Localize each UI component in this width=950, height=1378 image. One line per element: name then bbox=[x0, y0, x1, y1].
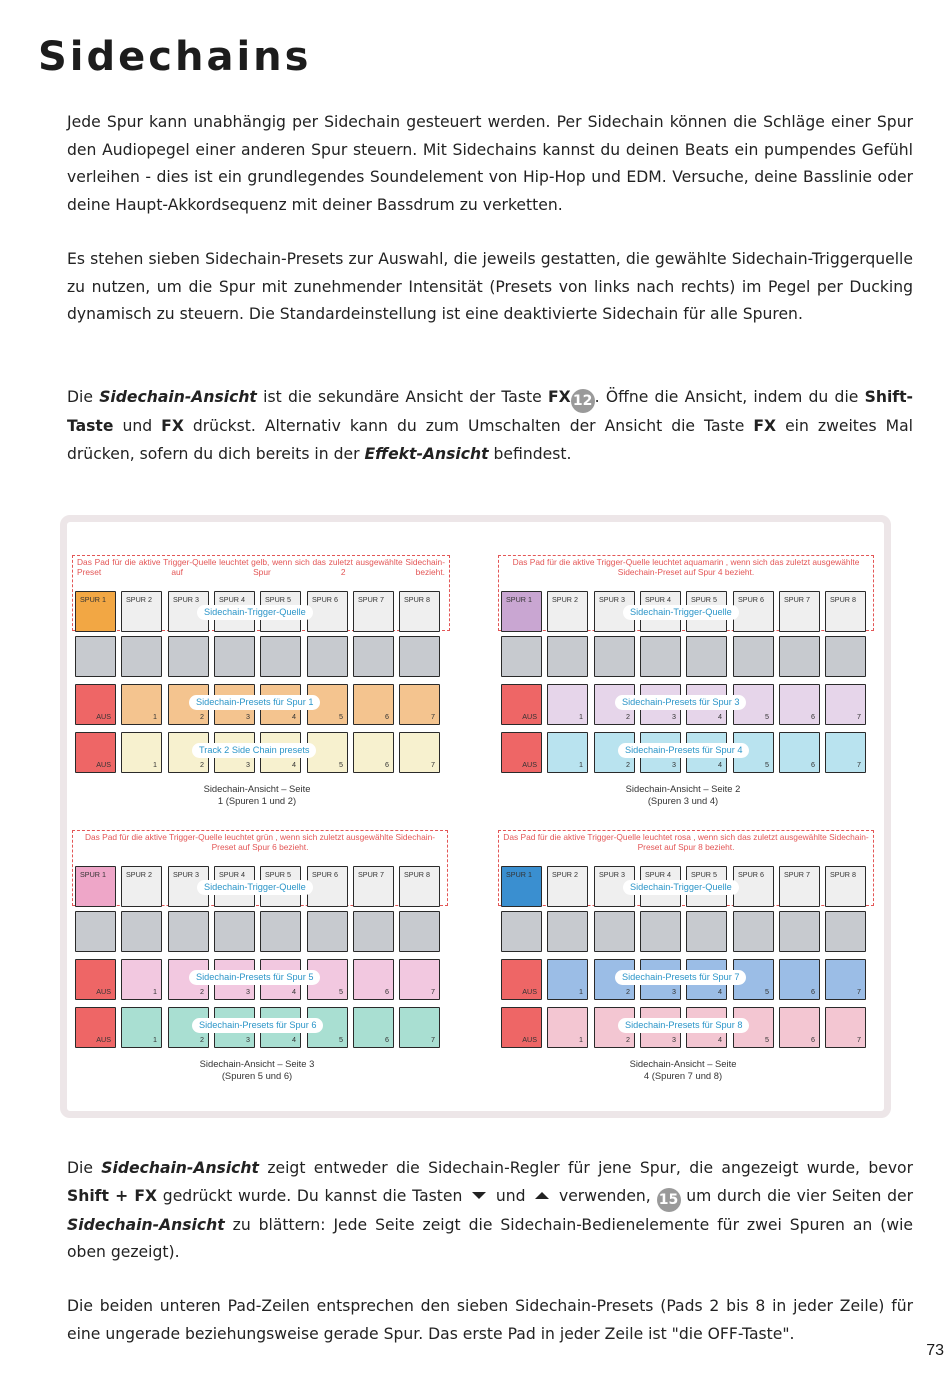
preset-number: 3 bbox=[246, 712, 250, 721]
off-label: AUS bbox=[522, 712, 537, 721]
track-pad-label: SPUR 1 bbox=[80, 870, 106, 879]
preset-number: 4 bbox=[292, 1035, 296, 1044]
preset-number: 1 bbox=[579, 712, 583, 721]
unlit-pad[interactable] bbox=[168, 911, 209, 952]
panel-caption bbox=[157, 1058, 357, 1081]
track-pad-label: SPUR 7 bbox=[358, 870, 384, 879]
track-pad-6[interactable] bbox=[307, 591, 348, 632]
trigger-source-label: Sidechain-Trigger-Quelle bbox=[197, 880, 313, 895]
preset-number: 1 bbox=[153, 1035, 157, 1044]
caption-line: (Spuren 5 und 6) bbox=[221, 1069, 293, 1081]
off-label: AUS bbox=[96, 1035, 111, 1044]
track-pad-label: SPUR 8 bbox=[830, 595, 856, 604]
preset-number: 7 bbox=[431, 1035, 435, 1044]
presets-paragraph: Es stehen sieben Sidechain-Presets zur Auswahl, die jeweils gestatten, die gewählte Sidechain-Triggerquelle zu nutzen, um die Spur mit zunehmender Intensität (Presets von links nach rechts) im Pegel per Ducking dynamisch zu steuern. Die Standardeinstellung ist eine deaktivierte Sidechain für alle Spuren. bbox=[67, 250, 913, 323]
preset-number: 7 bbox=[857, 712, 861, 721]
track-pad-label: SPUR 8 bbox=[830, 870, 856, 879]
off-label: AUS bbox=[96, 987, 111, 996]
preset-number: 2 bbox=[626, 760, 630, 769]
preset-number: 5 bbox=[765, 1035, 769, 1044]
unlit-pad[interactable] bbox=[260, 911, 301, 952]
preset-pad-1[interactable] bbox=[547, 684, 588, 725]
unlit-pad[interactable] bbox=[825, 636, 866, 677]
track-pad-label: SPUR 4 bbox=[219, 595, 245, 604]
unlit-pad[interactable] bbox=[75, 911, 116, 952]
unlit-pad[interactable] bbox=[779, 636, 820, 677]
preset-number: 4 bbox=[718, 712, 722, 721]
preset-number: 7 bbox=[857, 1035, 861, 1044]
preset-pad-7[interactable] bbox=[825, 1007, 866, 1048]
off-label: AUS bbox=[522, 760, 537, 769]
shift-fx-term: Shift + FX bbox=[67, 1186, 158, 1205]
preset-number: 3 bbox=[246, 1035, 250, 1044]
preset-pad-7[interactable] bbox=[399, 959, 440, 1000]
preset-row-label: Track 2 Side Chain presets bbox=[192, 743, 316, 758]
unlit-pad[interactable] bbox=[501, 636, 542, 677]
unlit-pad[interactable] bbox=[686, 911, 727, 952]
preset-pad-1[interactable] bbox=[547, 959, 588, 1000]
preset-pad-1[interactable] bbox=[121, 684, 162, 725]
preset-number: 3 bbox=[672, 712, 676, 721]
preset-number: 1 bbox=[153, 712, 157, 721]
preset-number: 4 bbox=[292, 760, 296, 769]
track-pad-label: SPUR 5 bbox=[691, 595, 717, 604]
track-pad-label: SPUR 6 bbox=[312, 870, 338, 879]
track-pad-2[interactable] bbox=[121, 591, 162, 632]
track-pad-label: SPUR 5 bbox=[265, 870, 291, 879]
preset-row-label: Sidechain-Presets für Spur 5 bbox=[189, 970, 320, 985]
off-label: AUS bbox=[96, 712, 111, 721]
sidechain-view-term: Sidechain-Ansicht bbox=[99, 388, 257, 406]
preset-number: 1 bbox=[579, 760, 583, 769]
preset-pad-6[interactable] bbox=[779, 959, 820, 1000]
track-pad-label: SPUR 4 bbox=[219, 870, 245, 879]
page-title: Sidechains bbox=[38, 34, 312, 80]
trigger-source-label: Sidechain-Trigger-Quelle bbox=[623, 880, 739, 895]
caption-line: 4 (Spuren 7 und 8) bbox=[643, 1069, 723, 1081]
trigger-annotation-text: Das Pad für die aktive Trigger-Quelle leuchtet rosa , wenn sich das zuletzt ausgewählte Sidechain-Preset auf Spur 8 bezieht. bbox=[503, 832, 869, 852]
track-pad-8[interactable] bbox=[825, 866, 866, 907]
unlit-pad[interactable] bbox=[825, 911, 866, 952]
track-pad-8[interactable] bbox=[399, 866, 440, 907]
preset-number: 6 bbox=[811, 987, 815, 996]
preset-number: 2 bbox=[626, 712, 630, 721]
preset-number: 2 bbox=[200, 1035, 204, 1044]
unlit-pad[interactable] bbox=[594, 911, 635, 952]
caption-line: Sidechain-Ansicht – Seite 2 bbox=[625, 783, 741, 794]
off-pad[interactable] bbox=[501, 684, 542, 725]
track-pad-6[interactable] bbox=[733, 866, 774, 907]
trigger-annotation-text: Das Pad für die aktive Trigger-Quelle leuchtet gelb, wenn sich das zuletzt ausgewählte Sidechain-Preset auf Spur 2 bezieht. bbox=[77, 557, 445, 577]
off-pad[interactable] bbox=[501, 732, 542, 773]
arrow-up-icon bbox=[535, 1192, 549, 1199]
track-pad-1[interactable] bbox=[501, 591, 542, 632]
track-pad-8[interactable] bbox=[825, 591, 866, 632]
preset-number: 6 bbox=[385, 1035, 389, 1044]
track-pad-6[interactable] bbox=[307, 866, 348, 907]
off-label: AUS bbox=[522, 987, 537, 996]
track-pad-label: SPUR 3 bbox=[599, 595, 625, 604]
preset-pad-7[interactable] bbox=[825, 684, 866, 725]
preset-pad-7[interactable] bbox=[399, 1007, 440, 1048]
preset-row-label: Sidechain-Presets für Spur 8 bbox=[618, 1018, 749, 1033]
preset-pad-6[interactable] bbox=[353, 1007, 394, 1048]
track-pad-label: SPUR 6 bbox=[738, 595, 764, 604]
track-pad-1[interactable] bbox=[75, 591, 116, 632]
unlit-pad[interactable] bbox=[214, 636, 255, 677]
track-pad-label: SPUR 3 bbox=[599, 870, 625, 879]
preset-number: 2 bbox=[200, 712, 204, 721]
preset-pad-7[interactable] bbox=[825, 959, 866, 1000]
track-pad-label: SPUR 4 bbox=[645, 595, 671, 604]
track-pad-label: SPUR 2 bbox=[552, 595, 578, 604]
preset-number: 5 bbox=[765, 987, 769, 996]
caption-line: Sidechain-Ansicht – Seite 3 bbox=[199, 1058, 315, 1069]
unlit-pad[interactable] bbox=[547, 636, 588, 677]
preset-number: 3 bbox=[672, 760, 676, 769]
off-label: AUS bbox=[522, 1035, 537, 1044]
unlit-pad[interactable] bbox=[733, 636, 774, 677]
preset-pad-1[interactable] bbox=[547, 1007, 588, 1048]
unlit-pad[interactable] bbox=[307, 911, 348, 952]
preset-number: 5 bbox=[765, 760, 769, 769]
track-pad-6[interactable] bbox=[733, 591, 774, 632]
preset-pad-6[interactable] bbox=[779, 1007, 820, 1048]
sidechain-view-figure bbox=[60, 515, 891, 1118]
unlit-pad[interactable] bbox=[353, 911, 394, 952]
preset-number: 4 bbox=[292, 712, 296, 721]
view-access-paragraph: Die Sidechain-Ansicht ist die sekundäre Ansicht der Taste FX 12 . Öffne die Ansicht, indem du die Shift-Taste und FX drückst. Alternativ kann du zum Umschalten der Ansicht die Taste FX ein zweites Mal drücken, sofern du dich bereits in der Effekt-Ansicht befindest. bbox=[67, 388, 914, 463]
preset-row-label: Sidechain-Presets für Spur 3 bbox=[615, 695, 746, 710]
preset-number: 2 bbox=[200, 987, 204, 996]
preset-number: 5 bbox=[339, 760, 343, 769]
unlit-pad[interactable] bbox=[640, 636, 681, 677]
caption-line: (Spuren 3 und 4) bbox=[647, 794, 719, 806]
page-button-badge: 15 bbox=[657, 1188, 681, 1212]
track-pad-1[interactable] bbox=[501, 866, 542, 907]
off-pad[interactable] bbox=[75, 684, 116, 725]
track-pad-label: SPUR 5 bbox=[691, 870, 717, 879]
pad-rows-paragraph: Die beiden unteren Pad-Zeilen entsprechen den sieben Sidechain-Presets (Pads 2 bis 8 in jeder Zeile) für eine ungerade beziehungsweise gerade Spur. Das erste Pad in jeder Zeile ist "die OFF-Taste". bbox=[67, 1297, 913, 1343]
preset-row-label: Sidechain-Presets für Spur 7 bbox=[615, 970, 746, 985]
pad-grid-panel-3 bbox=[75, 830, 447, 1086]
preset-number: 4 bbox=[292, 987, 296, 996]
preset-number: 3 bbox=[246, 760, 250, 769]
preset-pad-1[interactable] bbox=[121, 1007, 162, 1048]
unlit-pad[interactable] bbox=[307, 636, 348, 677]
caption-line: Sidechain-Ansicht – Seite bbox=[629, 1058, 737, 1069]
track-pad-label: SPUR 7 bbox=[358, 595, 384, 604]
trigger-source-label: Sidechain-Trigger-Quelle bbox=[623, 605, 739, 620]
preset-number: 3 bbox=[672, 1035, 676, 1044]
unlit-pad[interactable] bbox=[547, 911, 588, 952]
preset-number: 4 bbox=[718, 1035, 722, 1044]
preset-number: 2 bbox=[626, 1035, 630, 1044]
preset-number: 6 bbox=[385, 712, 389, 721]
unlit-pad[interactable] bbox=[75, 636, 116, 677]
unlit-pad[interactable] bbox=[399, 636, 440, 677]
track-pad-2[interactable] bbox=[547, 591, 588, 632]
unlit-pad[interactable] bbox=[733, 911, 774, 952]
preset-number: 2 bbox=[200, 760, 204, 769]
track-pad-7[interactable] bbox=[779, 866, 820, 907]
trigger-annotation-text: Das Pad für die aktive Trigger-Quelle leuchtet grün , wenn sich zuletzt ausgewählte Sidechain-Preset auf Spur 6 bezieht. bbox=[84, 832, 436, 852]
off-pad[interactable] bbox=[501, 1007, 542, 1048]
pad-grid-panel-4 bbox=[501, 830, 873, 1086]
preset-row-label: Sidechain-Presets für Spur 4 bbox=[618, 743, 749, 758]
preset-pad-7[interactable] bbox=[399, 732, 440, 773]
trigger-annotation-text: Das Pad für die aktive Trigger-Quelle leuchtet aquamarin , wenn sich das zuletzt ausgewählte Sidechain-Preset auf Spur 4 bezieht. bbox=[512, 557, 860, 577]
preset-number: 2 bbox=[626, 987, 630, 996]
unlit-pad[interactable] bbox=[168, 636, 209, 677]
arrow-down-icon bbox=[472, 1192, 486, 1199]
preset-pad-7[interactable] bbox=[825, 732, 866, 773]
preset-number: 5 bbox=[765, 712, 769, 721]
unlit-pad[interactable] bbox=[121, 911, 162, 952]
caption-line: Sidechain-Ansicht – Seite bbox=[203, 783, 311, 794]
pad-grid-panel-2 bbox=[501, 555, 873, 811]
preset-number: 7 bbox=[431, 760, 435, 769]
track-pad-label: SPUR 1 bbox=[506, 595, 532, 604]
preset-pad-6[interactable] bbox=[779, 684, 820, 725]
track-pad-label: SPUR 1 bbox=[80, 595, 106, 604]
track-pad-8[interactable] bbox=[399, 591, 440, 632]
track-pad-2[interactable] bbox=[121, 866, 162, 907]
preset-row-label: Sidechain-Presets für Spur 1 bbox=[189, 695, 320, 710]
preset-pad-6[interactable] bbox=[353, 732, 394, 773]
preset-pad-6[interactable] bbox=[353, 959, 394, 1000]
track-pad-label: SPUR 7 bbox=[784, 870, 810, 879]
panel-caption bbox=[583, 1058, 783, 1081]
preset-number: 1 bbox=[579, 987, 583, 996]
track-pad-7[interactable] bbox=[353, 866, 394, 907]
unlit-pad[interactable] bbox=[121, 636, 162, 677]
unlit-pad[interactable] bbox=[640, 911, 681, 952]
panel-caption bbox=[583, 783, 783, 806]
preset-pad-7[interactable] bbox=[399, 684, 440, 725]
off-pad[interactable] bbox=[501, 959, 542, 1000]
track-pad-label: SPUR 8 bbox=[404, 870, 430, 879]
view-navigation-paragraph: Die Sidechain-Ansicht zeigt entweder die Sidechain-Regler für jene Spur, die angezeigt wurde, bevor Shift + FX gedrückt wurde. Du kannst die Tasten und verwenden, 15 um durch die vier Seiten der Sidechain-Ansicht zu blättern: Jede Seite zeigt die Sidechain-Bedienelemente für zwei Spuren an (wie oben gezeigt). bbox=[67, 1159, 914, 1261]
track-pad-label: SPUR 5 bbox=[265, 595, 291, 604]
unlit-pad[interactable] bbox=[501, 911, 542, 952]
preset-number: 5 bbox=[339, 712, 343, 721]
off-pad[interactable] bbox=[75, 1007, 116, 1048]
preset-pad-6[interactable] bbox=[353, 684, 394, 725]
preset-number: 4 bbox=[718, 760, 722, 769]
preset-pad-1[interactable] bbox=[547, 732, 588, 773]
preset-number: 6 bbox=[385, 760, 389, 769]
unlit-pad[interactable] bbox=[260, 636, 301, 677]
panel-caption bbox=[157, 783, 357, 806]
preset-number: 6 bbox=[811, 760, 815, 769]
track-pad-label: SPUR 6 bbox=[312, 595, 338, 604]
preset-number: 6 bbox=[811, 1035, 815, 1044]
preset-number: 5 bbox=[339, 1035, 343, 1044]
preset-number: 3 bbox=[246, 987, 250, 996]
track-pad-label: SPUR 3 bbox=[173, 595, 199, 604]
preset-number: 7 bbox=[857, 987, 861, 996]
track-pad-label: SPUR 1 bbox=[506, 870, 532, 879]
unlit-pad[interactable] bbox=[214, 911, 255, 952]
preset-number: 7 bbox=[431, 712, 435, 721]
preset-row-label: Sidechain-Presets für Spur 6 bbox=[192, 1018, 323, 1033]
off-pad[interactable] bbox=[75, 732, 116, 773]
pad-grid-panel-1 bbox=[75, 555, 447, 811]
preset-pad-6[interactable] bbox=[779, 732, 820, 773]
unlit-pad[interactable] bbox=[779, 911, 820, 952]
preset-number: 3 bbox=[672, 987, 676, 996]
unlit-pad[interactable] bbox=[399, 911, 440, 952]
track-pad-label: SPUR 6 bbox=[738, 870, 764, 879]
track-pad-label: SPUR 8 bbox=[404, 595, 430, 604]
preset-number: 1 bbox=[579, 1035, 583, 1044]
unlit-pad[interactable] bbox=[686, 636, 727, 677]
unlit-pad[interactable] bbox=[594, 636, 635, 677]
shift-key-term: Shift-Taste bbox=[67, 388, 914, 435]
track-pad-2[interactable] bbox=[547, 866, 588, 907]
track-pad-1[interactable] bbox=[75, 866, 116, 907]
preset-number: 4 bbox=[718, 987, 722, 996]
caption-line: 1 (Spuren 1 und 2) bbox=[217, 794, 297, 806]
preset-number: 7 bbox=[857, 760, 861, 769]
preset-number: 1 bbox=[153, 760, 157, 769]
track-pad-label: SPUR 7 bbox=[784, 595, 810, 604]
track-pad-label: SPUR 4 bbox=[645, 870, 671, 879]
intro-paragraph: Jede Spur kann unabhängig per Sidechain gesteuert werden. Per Sidechain können die Schläge einer Spur den Audiopegel einer anderen Spur steuern. Mit Sidechains kannst du deinen Beats ein pumpendes Gefühl verleihen - dies ist ein grundlegendes Soundelement von Hip-Hop und EDM. Versuche, deine Basslinie oder deine Haupt-Akkordsequenz mit deiner Bassdrum zu verketten. bbox=[67, 113, 913, 214]
track-pad-label: SPUR 2 bbox=[126, 595, 152, 604]
fx-button-badge: 12 bbox=[571, 389, 595, 413]
off-label: AUS bbox=[96, 760, 111, 769]
off-pad[interactable] bbox=[75, 959, 116, 1000]
preset-number: 7 bbox=[431, 987, 435, 996]
track-pad-label: SPUR 2 bbox=[552, 870, 578, 879]
trigger-source-label: Sidechain-Trigger-Quelle bbox=[197, 605, 313, 620]
preset-number: 1 bbox=[153, 987, 157, 996]
unlit-pad[interactable] bbox=[353, 636, 394, 677]
effect-view-term: Effekt-Ansicht bbox=[364, 444, 489, 463]
page-number: 73 bbox=[926, 1342, 944, 1359]
track-pad-7[interactable] bbox=[779, 591, 820, 632]
track-pad-label: SPUR 2 bbox=[126, 870, 152, 879]
preset-pad-1[interactable] bbox=[121, 732, 162, 773]
preset-pad-1[interactable] bbox=[121, 959, 162, 1000]
preset-number: 5 bbox=[339, 987, 343, 996]
track-pad-label: SPUR 3 bbox=[173, 870, 199, 879]
track-pad-7[interactable] bbox=[353, 591, 394, 632]
preset-number: 6 bbox=[385, 987, 389, 996]
preset-number: 6 bbox=[811, 712, 815, 721]
